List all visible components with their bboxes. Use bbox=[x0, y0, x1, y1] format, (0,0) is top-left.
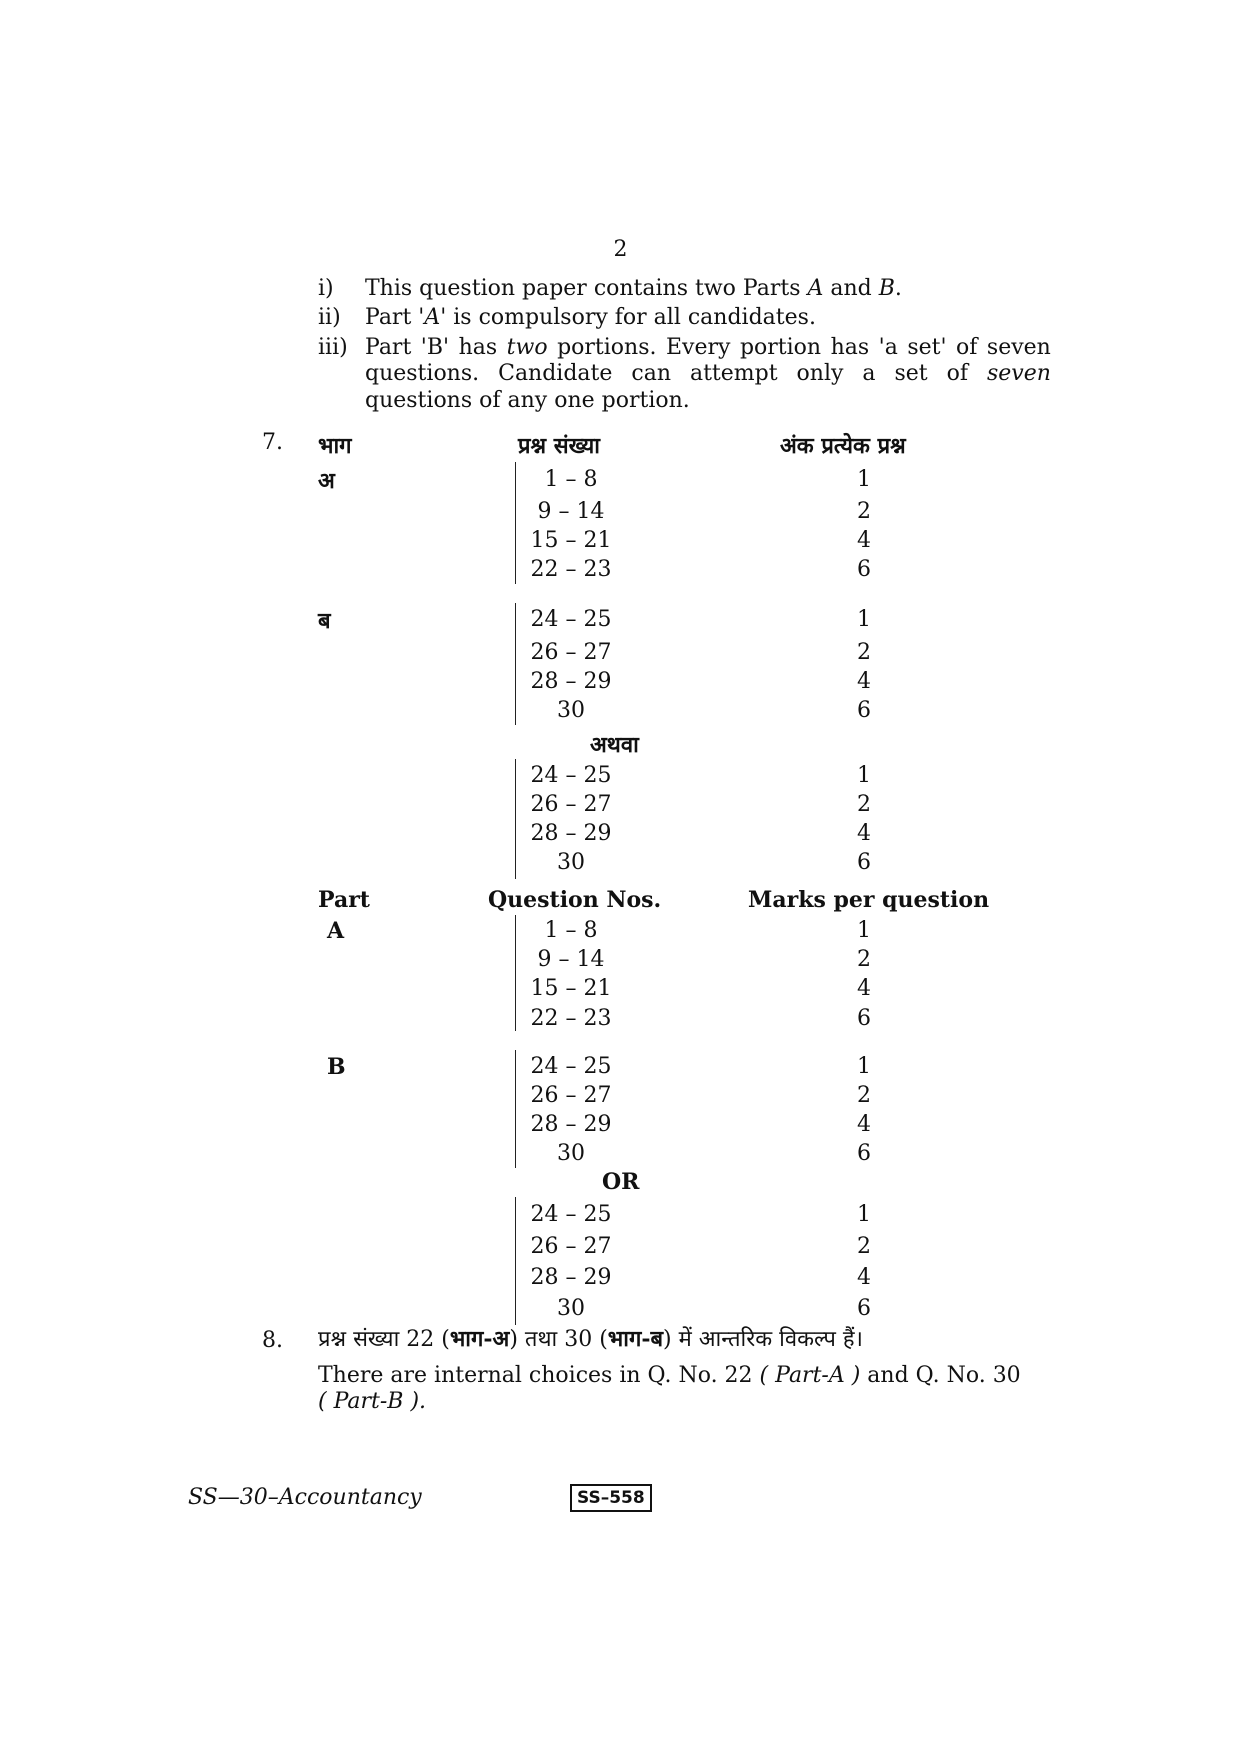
range-cell: 26 – 27 bbox=[530, 1234, 612, 1259]
marks-cell: 4 bbox=[857, 976, 871, 1001]
hindi-header-question-nos: प्रश्न संख्या bbox=[518, 433, 600, 459]
hindi-header-part: भाग bbox=[318, 433, 352, 459]
range-cell: 1 – 8 bbox=[544, 467, 598, 492]
marks-cell: 1 bbox=[857, 607, 871, 632]
range-cell: 26 – 27 bbox=[530, 640, 612, 665]
range-cell: 24 – 25 bbox=[530, 607, 612, 632]
range-cell: 28 – 29 bbox=[530, 1265, 612, 1290]
range-cell: 1 – 8 bbox=[544, 918, 598, 943]
footer-code-badge: SS–558 bbox=[570, 1484, 652, 1512]
english-header-part: Part bbox=[318, 887, 370, 913]
instruction-ii: Part 'A' is compulsory for all candidates. bbox=[365, 305, 816, 330]
instruction-marker: iii) bbox=[318, 335, 348, 360]
marks-cell: 1 bbox=[857, 1054, 871, 1079]
range-cell: 30 bbox=[557, 850, 585, 875]
english-header-question-nos: Question Nos. bbox=[488, 887, 662, 913]
range-cell: 15 – 21 bbox=[530, 528, 612, 553]
instruction-iii-line-2: questions. Candidate can attempt only a set of seven bbox=[365, 361, 1051, 386]
item-8-english-line-1: There are internal choices in Q. No. 22 ( Part-A ) and Q. No. 30 bbox=[318, 1363, 1021, 1388]
range-cell: 28 – 29 bbox=[530, 821, 612, 846]
marks-cell: 6 bbox=[857, 1141, 871, 1166]
range-cell: 24 – 25 bbox=[530, 1202, 612, 1227]
range-cell: 28 – 29 bbox=[530, 1112, 612, 1137]
marks-cell: 4 bbox=[857, 528, 871, 553]
range-cell: 22 – 23 bbox=[530, 1006, 612, 1031]
range-cell: 22 – 23 bbox=[530, 557, 612, 582]
marks-cell: 2 bbox=[857, 640, 871, 665]
range-cell: 24 – 25 bbox=[530, 763, 612, 788]
instruction-marker: ii) bbox=[318, 305, 341, 330]
marks-cell: 1 bbox=[857, 763, 871, 788]
footer-subject: SS—30–Accountancy bbox=[188, 1485, 422, 1510]
item-8-hindi: प्रश्न संख्या 22 (भाग-अ) तथा 30 (भाग-ब) में आन्तरिक विकल्प हैं। bbox=[318, 1326, 863, 1352]
range-cell: 26 – 27 bbox=[530, 1083, 612, 1108]
item-7-number: 7. bbox=[262, 430, 283, 455]
marks-cell: 2 bbox=[857, 499, 871, 524]
english-or-label: OR bbox=[602, 1169, 640, 1195]
range-cell: 30 bbox=[557, 698, 585, 723]
marks-cell: 2 bbox=[857, 947, 871, 972]
marks-cell: 2 bbox=[857, 792, 871, 817]
marks-cell: 2 bbox=[857, 1234, 871, 1259]
hindi-part-b-label: ब bbox=[318, 608, 331, 634]
marks-cell: 1 bbox=[857, 467, 871, 492]
range-cell: 30 bbox=[557, 1296, 585, 1321]
hindi-part-a-label: अ bbox=[318, 468, 335, 494]
hindi-or-label: अथवा bbox=[590, 732, 639, 758]
marks-cell: 4 bbox=[857, 1265, 871, 1290]
range-cell: 26 – 27 bbox=[530, 792, 612, 817]
marks-cell: 2 bbox=[857, 1083, 871, 1108]
marks-cell: 4 bbox=[857, 821, 871, 846]
hindi-header-marks: अंक प्रत्येक प्रश्न bbox=[780, 433, 906, 459]
range-cell: 9 – 14 bbox=[537, 947, 605, 972]
english-header-marks: Marks per question bbox=[748, 887, 990, 913]
instruction-i: This question paper contains two Parts A and B. bbox=[365, 276, 902, 301]
instruction-iii-line-3: questions of any one portion. bbox=[365, 388, 690, 413]
instruction-iii-line-1: Part 'B' has two portions. Every portion has 'a set' of seven bbox=[365, 335, 1051, 360]
english-part-b-label: B bbox=[327, 1054, 346, 1080]
range-cell: 30 bbox=[557, 1141, 585, 1166]
range-cell: 9 – 14 bbox=[537, 499, 605, 524]
marks-cell: 6 bbox=[857, 698, 871, 723]
marks-cell: 6 bbox=[857, 850, 871, 875]
marks-cell: 6 bbox=[857, 1006, 871, 1031]
marks-cell: 4 bbox=[857, 1112, 871, 1137]
marks-cell: 6 bbox=[857, 557, 871, 582]
item-8-number: 8. bbox=[262, 1328, 283, 1353]
english-part-a-label: A bbox=[327, 918, 345, 944]
marks-cell: 1 bbox=[857, 1202, 871, 1227]
item-8-english-line-2: ( Part-B ). bbox=[318, 1389, 427, 1414]
marks-cell: 6 bbox=[857, 1296, 871, 1321]
instruction-marker: i) bbox=[318, 276, 334, 301]
marks-cell: 1 bbox=[857, 918, 871, 943]
range-cell: 24 – 25 bbox=[530, 1054, 612, 1079]
marks-cell: 4 bbox=[857, 669, 871, 694]
page-number: 2 bbox=[613, 237, 628, 262]
range-cell: 28 – 29 bbox=[530, 669, 612, 694]
range-cell: 15 – 21 bbox=[530, 976, 612, 1001]
